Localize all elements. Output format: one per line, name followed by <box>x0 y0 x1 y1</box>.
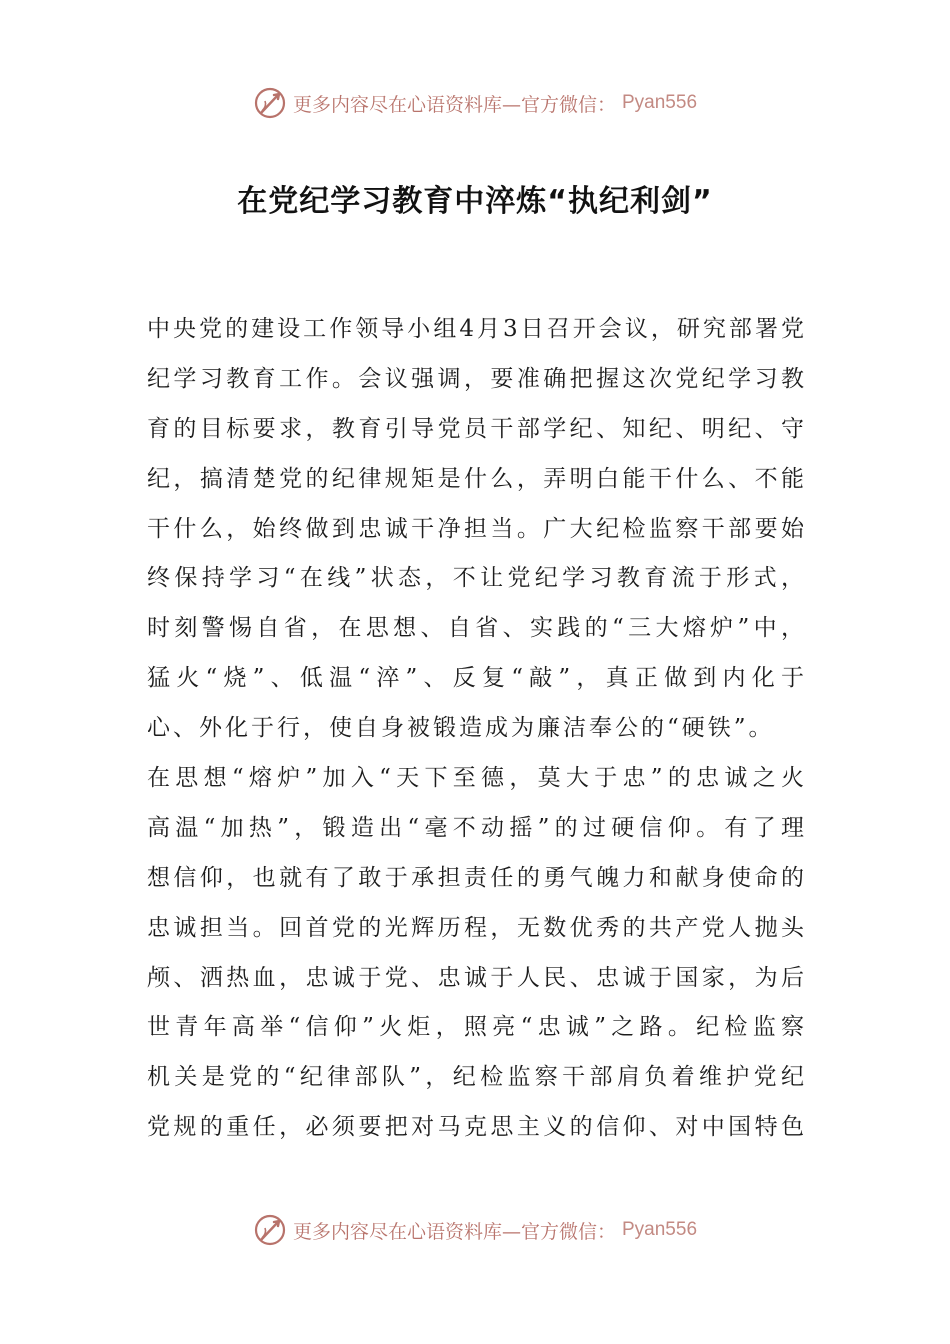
body-line: 育的目标要求，教育引导党员干部学纪、知纪、明纪、守 <box>147 415 807 442</box>
body-line: 中央党的建设工作领导小组4月3日召开会议，研究部署党 <box>147 316 807 342</box>
watermark-handle-text: Pyan556 <box>622 92 698 113</box>
body-line: 终保持学习“在线”状态，不让党纪学习教育流于形式， <box>147 565 807 592</box>
body-line: 世青年高举“信仰”火炬，照亮“忠诚”之路。纪检监察 <box>147 1014 807 1041</box>
document-title: 在党纪学习教育中淬炼“执纪利剑” <box>237 184 713 219</box>
body-line: 高温“加热”，锻造出“毫不动摇”的过硬信仰。有了理 <box>147 814 807 841</box>
watermark-handle-text: Pyan556 <box>622 1219 698 1240</box>
body-line: 忠诚担当。回首党的光辉历程，无数优秀的共产党人抛头 <box>147 914 807 941</box>
watermark-brand-text: 更多内容尽在心语资料库—官方微信： <box>292 93 616 116</box>
body-line: 机关是党的“纪律部队”，纪检监察干部肩负着维护党纪 <box>147 1064 807 1091</box>
document-body <box>147 311 807 1159</box>
watermark-brand-text: 更多内容尽在心语资料库—官方微信： <box>292 1220 616 1243</box>
quill-logo-icon <box>253 1213 287 1247</box>
body-line: 想信仰，也就有了敢于承担责任的勇气魄力和献身使命的 <box>147 864 807 891</box>
body-line: 在思想“熔炉”加入“天下至德，莫大于忠”的忠诚之火 <box>147 765 807 792</box>
header-watermark <box>0 83 950 123</box>
footer-watermark <box>0 1210 950 1250</box>
body-line: 干什么，始终做到忠诚干净担当。广大纪检监察干部要始 <box>147 515 807 542</box>
body-line: 猛火“烧”、低温“淬”、反复“敲”，真正做到内化于 <box>147 665 807 692</box>
body-line: 时刻警惕自省，在思想、自省、实践的“三大熔炉”中， <box>147 615 807 642</box>
quill-logo-icon <box>253 86 287 120</box>
body-line: 颅、洒热血，忠诚于党、忠诚于人民、忠诚于国家，为后 <box>147 964 807 991</box>
body-line: 心、外化于行，使自身被锻造成为廉洁奉公的“硬铁”。 <box>147 715 775 742</box>
body-line: 纪，搞清楚党的纪律规矩是什么，弄明白能干什么、不能 <box>147 465 807 492</box>
body-line: 党规的重任，必须要把对马克思主义的信仰、对中国特色 <box>147 1114 807 1141</box>
body-line: 纪学习教育工作。会议强调，要准确把握这次党纪学习教 <box>147 365 807 392</box>
